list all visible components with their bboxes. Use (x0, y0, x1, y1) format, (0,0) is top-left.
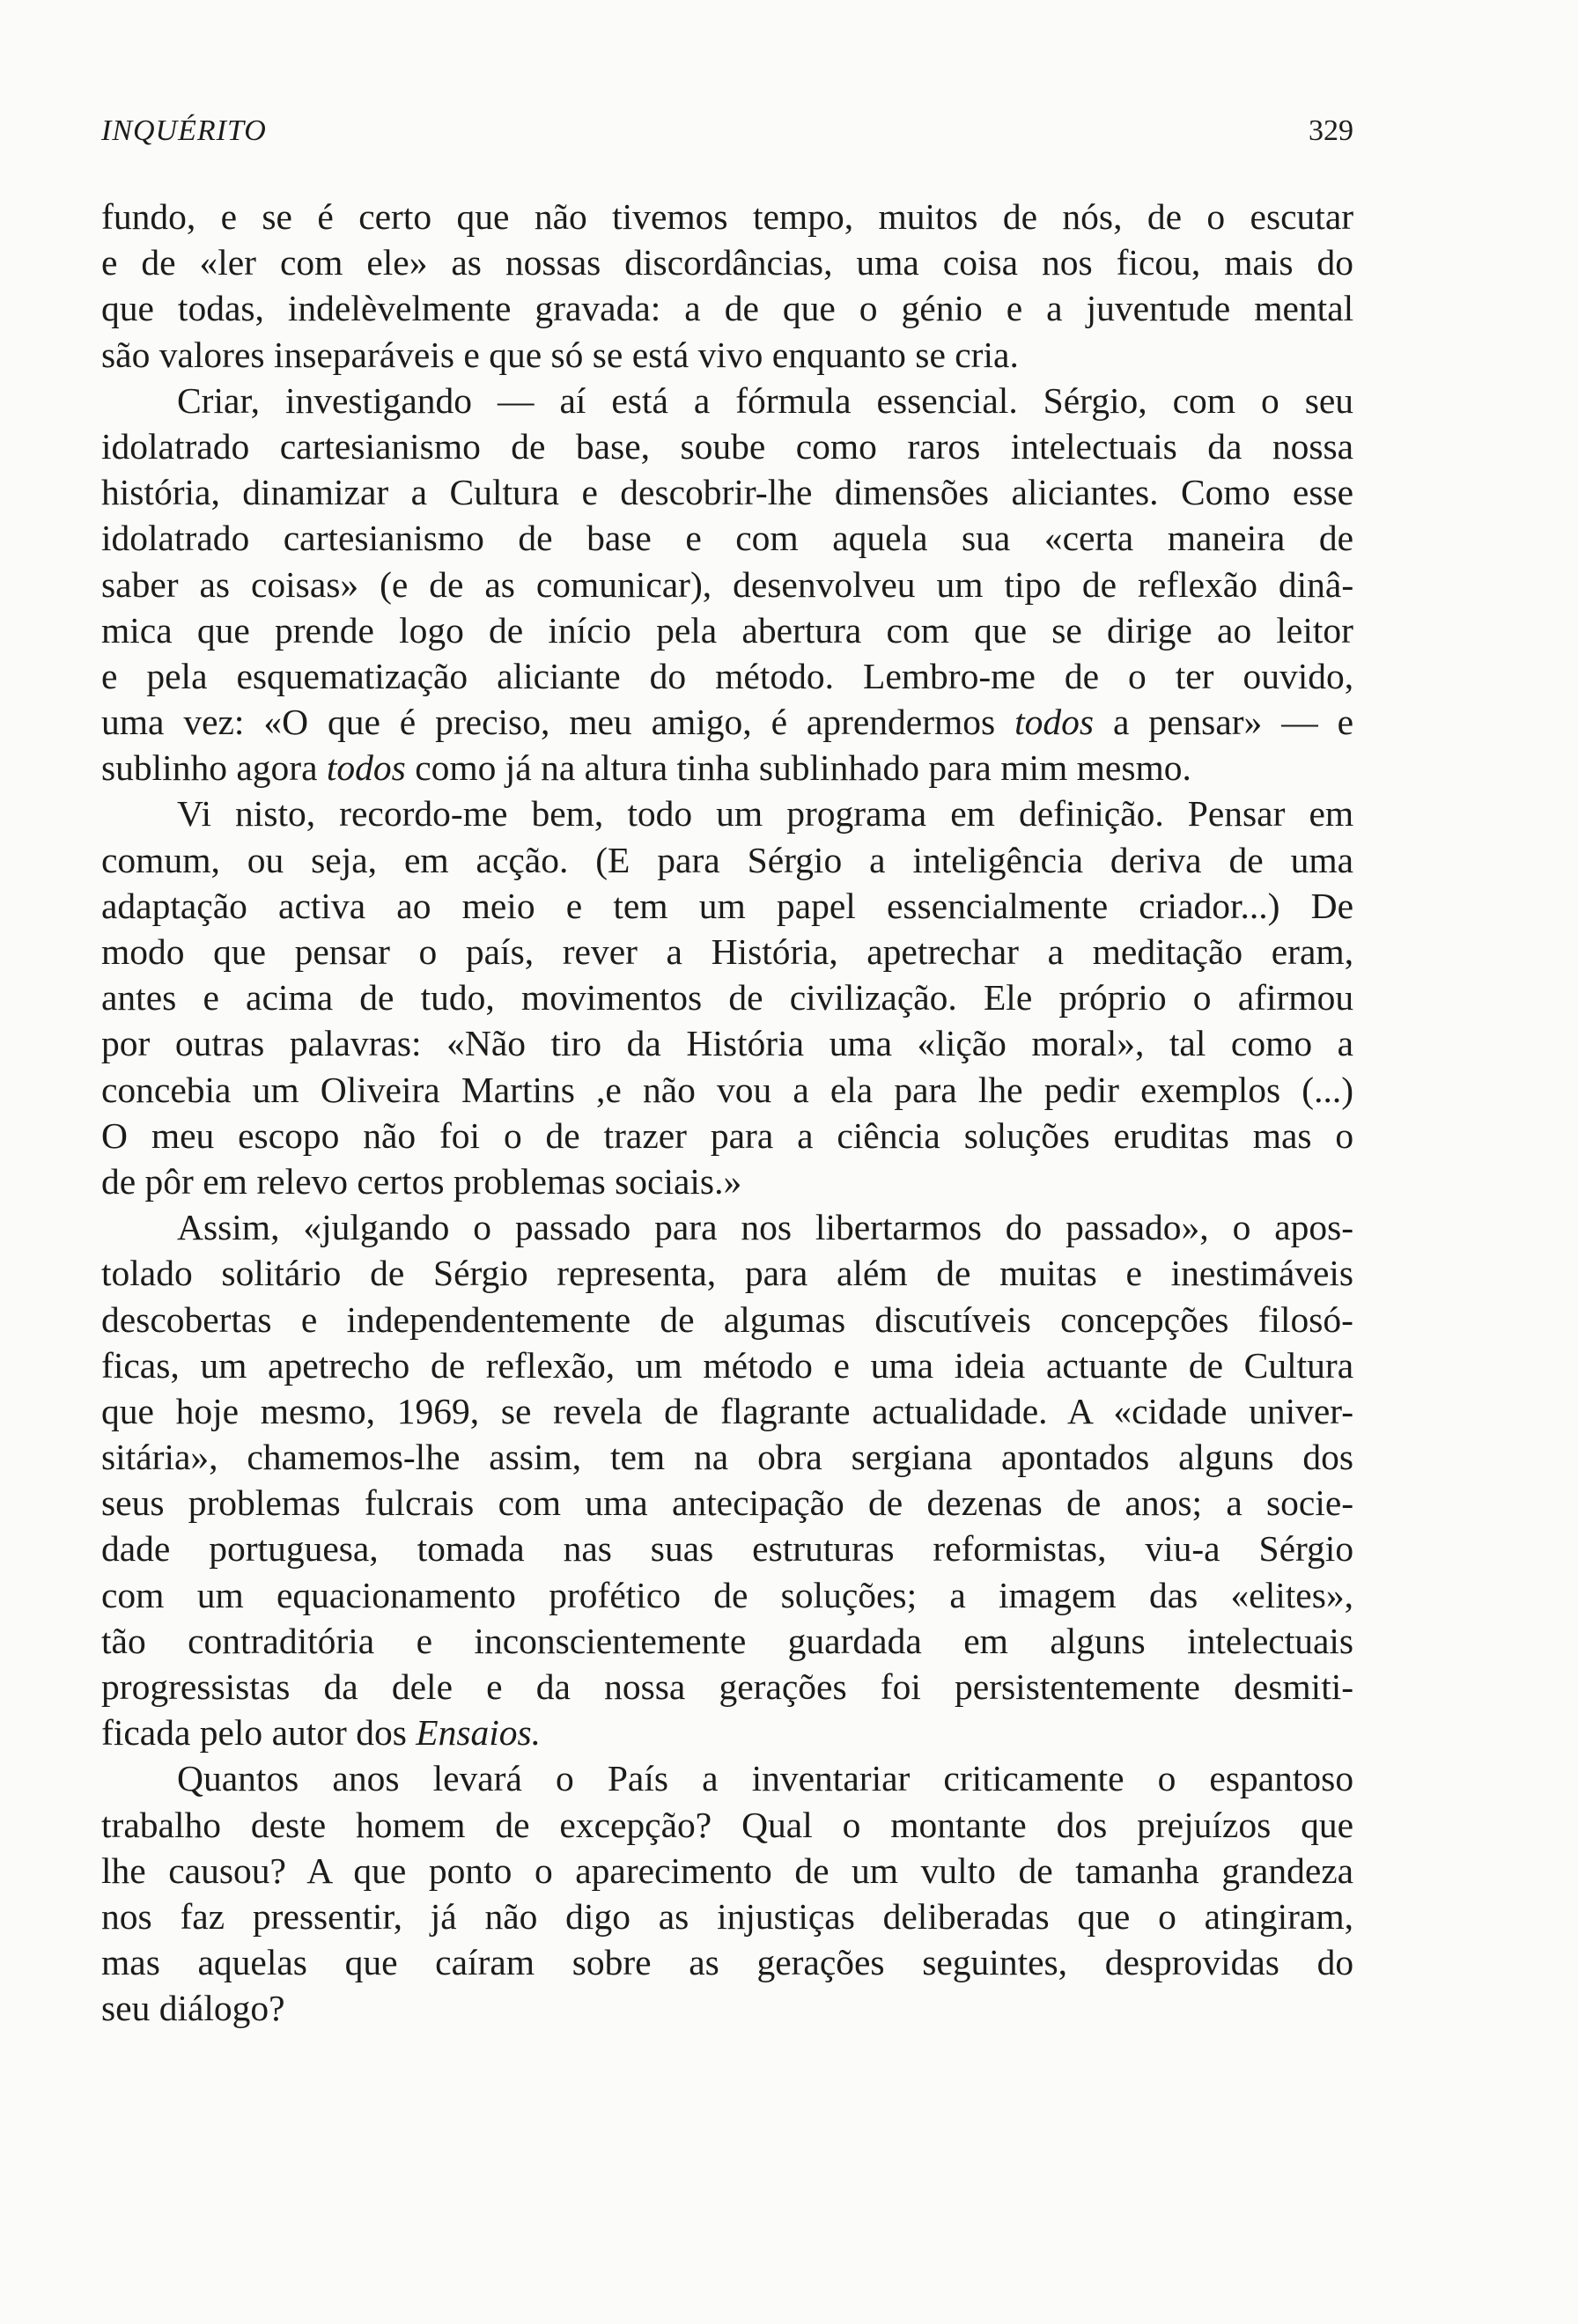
text-line: mas aquelas que caíram sobre as gerações seguintes, desprovidas do (101, 1942, 1354, 1983)
text-line: mica que prende logo de início pela abertura com que se dirige ao leitor (101, 609, 1353, 651)
text-line: adaptação activa ao meio e tem um papel essencialmente criador...) De (101, 885, 1354, 926)
text-line: Vi nisto, recordo-me bem, todo um programa em definição. Pensar em (177, 793, 1354, 835)
text-line: ficada pelo autor dos Ensaios. (101, 1712, 542, 1754)
text-line: trabalho deste homem de excepção? Qual o montante dos prejuízos que (101, 1804, 1354, 1845)
text-line: descobertas e independentemente de algumas discutíveis concepções filosó- (101, 1298, 1354, 1340)
paragraph (101, 1204, 1353, 1755)
paragraph (101, 194, 1353, 378)
paragraph (101, 378, 1353, 791)
text-line: sitária», chamemos-lhe assim, tem na obra sergiana apontados alguns dos (101, 1437, 1353, 1478)
text-line: dade portuguesa, tomada nas suas estruturas reformistas, viu-a Sérgio (101, 1528, 1354, 1570)
text-line: lhe causou? A que ponto o aparecimento de um vulto de tamanha grandeza (101, 1850, 1354, 1891)
page-number: 329 (1309, 114, 1353, 147)
text-line: que hoje mesmo, 1969, se revela de flagrante actualidade. A «cidade univer- (101, 1390, 1354, 1431)
text-line: idolatrado cartesianismo de base e com aquela sua «certa maneira de (101, 518, 1354, 559)
text-line: por outras palavras: «Não tiro da História uma «lição moral», tal como a (101, 1023, 1354, 1064)
text-line: Criar, investigando — aí está a fórmula essencial. Sérgio, com o seu (177, 379, 1354, 421)
page-header (101, 114, 1353, 158)
body-text (101, 194, 1353, 2032)
running-head: INQUÉRITO (101, 114, 267, 147)
text-line: e pela esquematização aliciante do método. Lembro-me de o ter ouvido, (101, 655, 1354, 696)
text-line: tão contraditória e inconscientemente guardada em alguns intelectuais (101, 1620, 1354, 1661)
text-line: Assim, «julgando o passado para nos libertarmos do passado», o apos- (177, 1207, 1354, 1248)
text-line: que todas, indelèvelmente gravada: a de que o génio e a juventude mental (101, 288, 1354, 329)
text-line: comum, ou seja, em acção. (E para Sérgio a inteligência deriva de uma (101, 839, 1354, 880)
text-line: história, dinamizar a Cultura e descobrir-lhe dimensões aliciantes. Como esse (101, 472, 1354, 513)
paragraph (101, 791, 1353, 1204)
text-line: antes e acima de tudo, movimentos de civilização. Ele próprio o afirmou (101, 977, 1354, 1019)
text-line: O meu escopo não foi o de trazer para a ciência soluções eruditas mas o (101, 1114, 1354, 1156)
text-line: ficas, um apetrecho de reflexão, um método e uma ideia actuante de Cultura (101, 1344, 1354, 1386)
text-line: seus problemas fulcrais com uma antecipação de dezenas de anos; a socie- (101, 1482, 1354, 1524)
paragraph (101, 1755, 1353, 2031)
text-line: são valores inseparáveis e que só se está vivo enquanto se cria. (101, 334, 1019, 375)
text-line: e de «ler com ele» as nossas discordâncias, uma coisa nos ficou, mais do (101, 242, 1354, 283)
text-line: uma vez: «O que é preciso, meu amigo, é aprendermos todos a pensar» — e (101, 702, 1354, 743)
text-line: sublinho agora todos como já na altura tinha sublinhado para mim mesmo. (101, 747, 1191, 789)
text-line: seu diálogo? (101, 1988, 285, 2029)
text-line: tolado solitário de Sérgio representa, para além de muitas e inestimáveis (101, 1253, 1354, 1294)
text-line: de pôr em relevo certos problemas sociais.» (101, 1160, 742, 1202)
text-line: progressistas da dele e da nossa gerações foi persistentemente desmiti- (101, 1666, 1354, 1707)
text-line: Quantos anos levará o País a inventariar criticamente o espantoso (177, 1758, 1354, 1799)
text-line: idolatrado cartesianismo de base, soube como raros intelectuais da nossa (101, 425, 1354, 467)
text-line: com um equacionamento profético de soluções; a imagem das «elites», (101, 1574, 1354, 1615)
text-line: concebia um Oliveira Martins ,e não vou a ela para lhe pedir exemplos (...) (101, 1069, 1354, 1110)
text-line: modo que pensar o país, rever a História, apetrechar a meditação eram, (101, 931, 1354, 972)
text-line: nos faz pressentir, já não digo as injustiças deliberadas que o atingiram, (101, 1895, 1354, 1937)
text-line: fundo, e se é certo que não tivemos tempo, muitos de nós, de o escutar (101, 196, 1354, 237)
text-line: saber as coisas» (e de as comunicar), desenvolveu um tipo de reflexão dinâ- (101, 563, 1354, 605)
